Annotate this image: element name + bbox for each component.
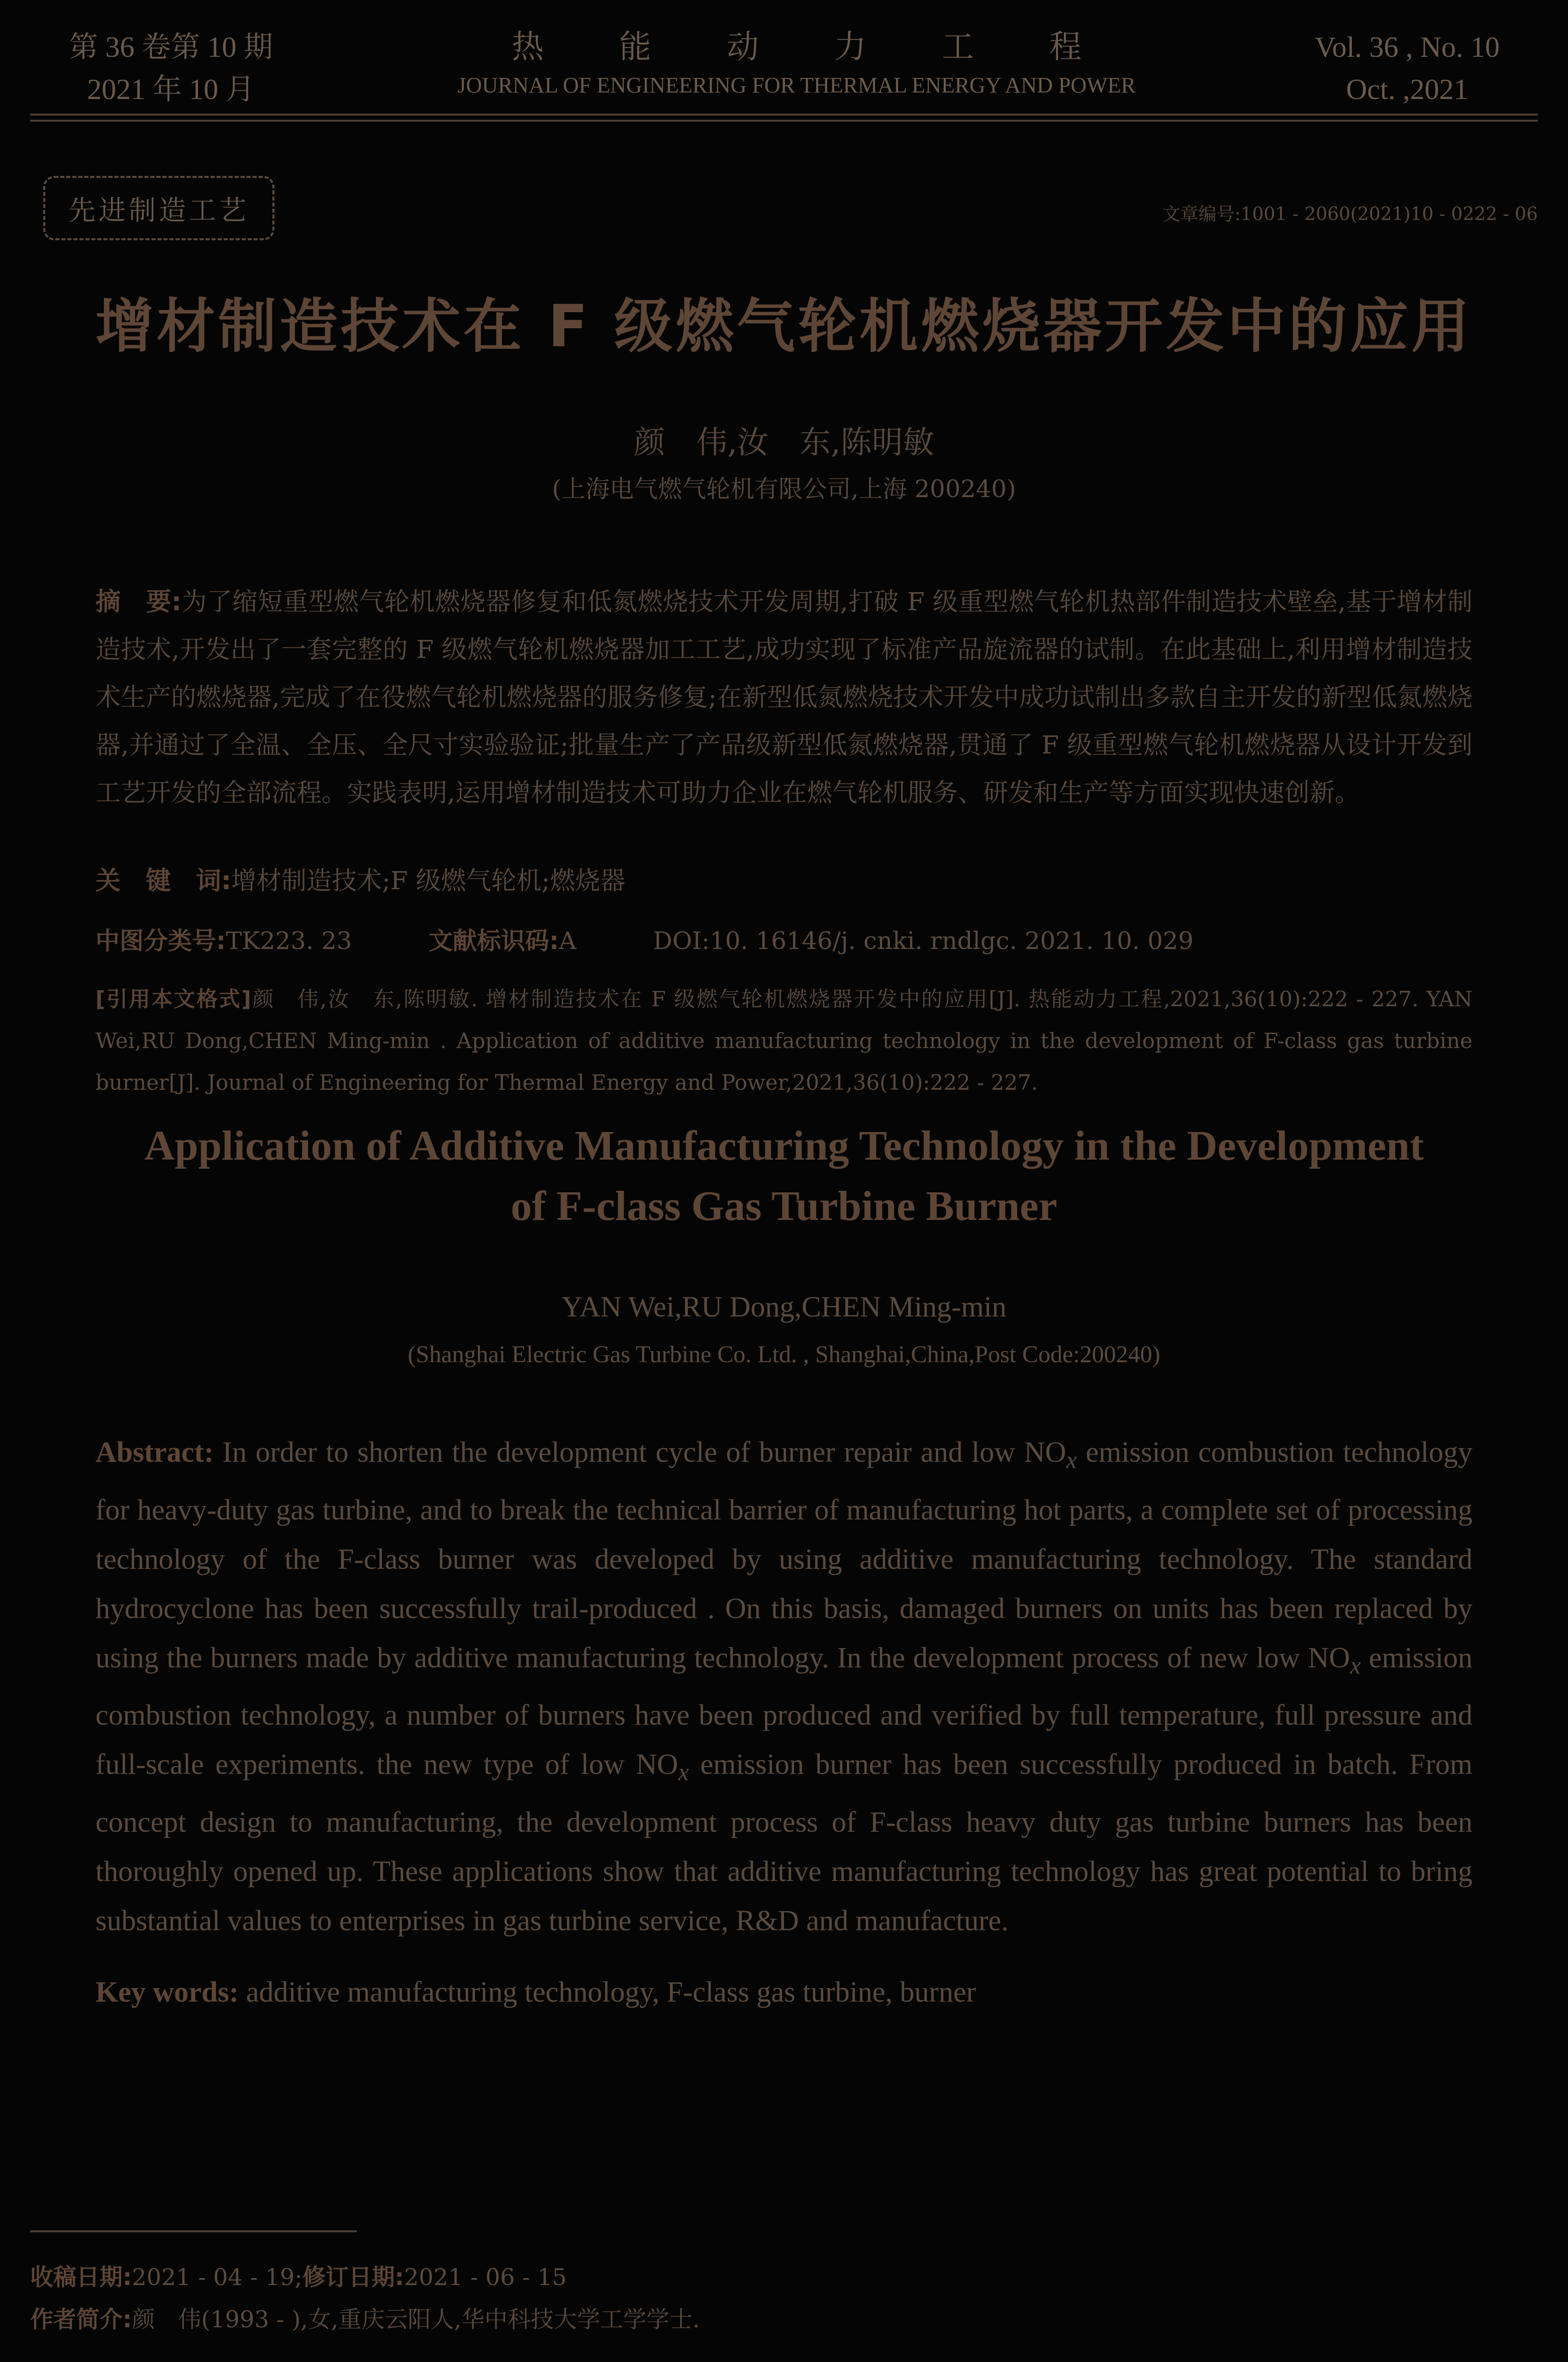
received-date: 2021 - 04 - 19; <box>132 2263 303 2291</box>
header-rule-top <box>30 114 1538 116</box>
clc-value: TK223. 23 <box>226 927 352 955</box>
keywords-label-en: Key words: <box>95 1975 239 2008</box>
nox-subscript: x <box>1066 1447 1077 1474</box>
doi: DOI:10. 16146/j. cnki. rndlgc. 2021. 10. 029 <box>653 927 1194 955</box>
date-en: Oct. ,2021 <box>1346 73 1468 106</box>
footnote-bio <box>30 2299 1538 2339</box>
paper-title-en-line1: Application of Additive Manufacturing Technology in the Development <box>144 1122 1424 1169</box>
abstract-text-en-4: emission burner has been successfully produced in batch. From concept design to manufacturing, the development process of F-class heavy duty gas turbine burners has been thoroughly opened up. These applications show that additive manufacturing technology has great potential to bring substantial values to enterprises in gas turbine service, R&D and manufacture. <box>95 1748 1473 1937</box>
abstract-text-en-2: emission combustion technology for heavy-duty gas turbine, and to break the technical barrier of manufacturing hot parts, a complete set of processing technology of the F-class burner was developed by using additive manufacturing technology. The standard hydrocyclone has been successfully trail-produced . On this basis, damaged burners on units has been replaced by using the burners made by additive manufacturing technology. In the development process of new low NO <box>95 1436 1473 1674</box>
journal-name-cn: 热能动力工程 <box>512 29 1157 66</box>
footnote-rule <box>30 2230 357 2232</box>
bio-label: 作者简介: <box>30 2306 132 2333</box>
footnote-dates <box>30 2257 1538 2297</box>
nox-subscript: x <box>1350 1652 1361 1679</box>
abstract-text-en-3: emission combustion technology, a number of burners have been produced and verified by full temperature, full pressure and full-scale experiments. the new type of low NO <box>95 1641 1473 1781</box>
journal-name-en: JOURNAL OF ENGINEERING FOR THERMAL ENERGY AND POWER <box>457 73 1136 98</box>
volume-issue-en: Vol. 36 , No. 10 <box>1315 31 1500 63</box>
authors-cn: 颜 伟,汝 东,陈明敏 <box>634 424 934 460</box>
paper-title-en <box>30 1116 1538 1237</box>
abstract-label-cn: 摘 要: <box>95 587 182 616</box>
paper-title-cn: 增材制造技术在 F 级燃气轮机燃烧器开发中的应用 <box>95 293 1473 360</box>
abstract-en <box>95 1428 1473 1945</box>
keywords-cn <box>95 861 1473 901</box>
revised-date: 2021 - 06 - 15 <box>404 2263 567 2291</box>
keywords-text-cn: 增材制造技术;F 级燃气轮机;燃烧器 <box>231 866 626 895</box>
revised-label: 修订日期: <box>302 2263 405 2291</box>
header-rule-bottom <box>30 120 1538 122</box>
date-cn: 2021 年 10 月 <box>87 73 255 106</box>
volume-issue-cn: 第 36 卷第 10 期 <box>68 31 273 63</box>
affiliation-en: (Shanghai Electric Gas Turbine Co. Ltd. , Shanghai,China,Post Code:200240) <box>408 1341 1160 1368</box>
keywords-en <box>95 1969 1473 2015</box>
keywords-text-en: additive manufacturing technology, F-class gas turbine, burner <box>246 1975 976 2008</box>
column-tag: 先进制造工艺 <box>43 176 274 240</box>
classification-line <box>95 921 1473 961</box>
keywords-label-cn: 关 键 词: <box>95 866 231 895</box>
affiliation-cn: (上海电气燃气轮机有限公司,上海 200240) <box>552 475 1016 503</box>
doc-code-label: 文献标识码: <box>428 927 559 955</box>
nox-subscript: x <box>678 1759 689 1786</box>
abstract-cn <box>95 578 1473 817</box>
authors-en: YAN Wei,RU Dong,CHEN Ming-min <box>561 1290 1007 1323</box>
citation <box>95 978 1473 1103</box>
abstract-label-en: Abstract: <box>95 1436 214 1468</box>
doc-code-value: A <box>559 927 576 955</box>
abstract-text-en-1: In order to shorten the development cycle of burner repair and low NO <box>222 1436 1066 1468</box>
bio-text: 颜 伟(1993 - ),女,重庆云阳人,华中科技大学工学学士. <box>132 2306 700 2333</box>
received-label: 收稿日期: <box>30 2263 132 2291</box>
abstract-text-cn: 为了缩短重型燃气轮机燃烧器修复和低氮燃烧技术开发周期,打破 F 级重型燃气轮机热部件制造技术壁垒,基于增材制造技术,开发出了一套完整的 F 级燃气轮机燃烧器加工工艺,成功实现了标准产品旋流器的试制。在此基础上,利用增材制造技术生产的燃烧器,完成了在役燃气轮机燃烧器的服务修复;在新型低氮燃烧技术开发中成功试制出多款自主开发的新型低氮燃烧器,并通过了全温、全压、全尺寸实验验证;批量生产了产品级新型低氮燃烧器,贯通了 F 级重型燃气轮机燃烧器从设计开发到工艺开发的全部流程。实践表明,运用增材制造技术可助力企业在燃气轮机服务、研发和生产等方面实现快速创新。 <box>95 587 1473 807</box>
clc-label: 中图分类号: <box>95 927 226 955</box>
citation-text: 颜 伟,汝 东,陈明敏. 增材制造技术在 F 级燃气轮机燃烧器开发中的应用[J]. 热能动力工程,2021,36(10):222 - 227. YAN Wei,RU Dong,CHEN Ming-min . Application of additive manufacturing technology in the development of F-class gas turbine burner[J]. Journal of Engineering for Thermal Energy and Power,2021,36(10):222 - 227. <box>95 987 1473 1095</box>
header-volume-en <box>1277 26 1538 111</box>
header-volume-cn <box>55 26 286 111</box>
paper-title-en-line2: of F-class Gas Turbine Burner <box>511 1183 1057 1230</box>
article-number: 文章编号:1001 - 2060(2021)10 - 0222 - 06 <box>1162 204 1538 225</box>
citation-label: [引用本文格式] <box>95 987 251 1011</box>
